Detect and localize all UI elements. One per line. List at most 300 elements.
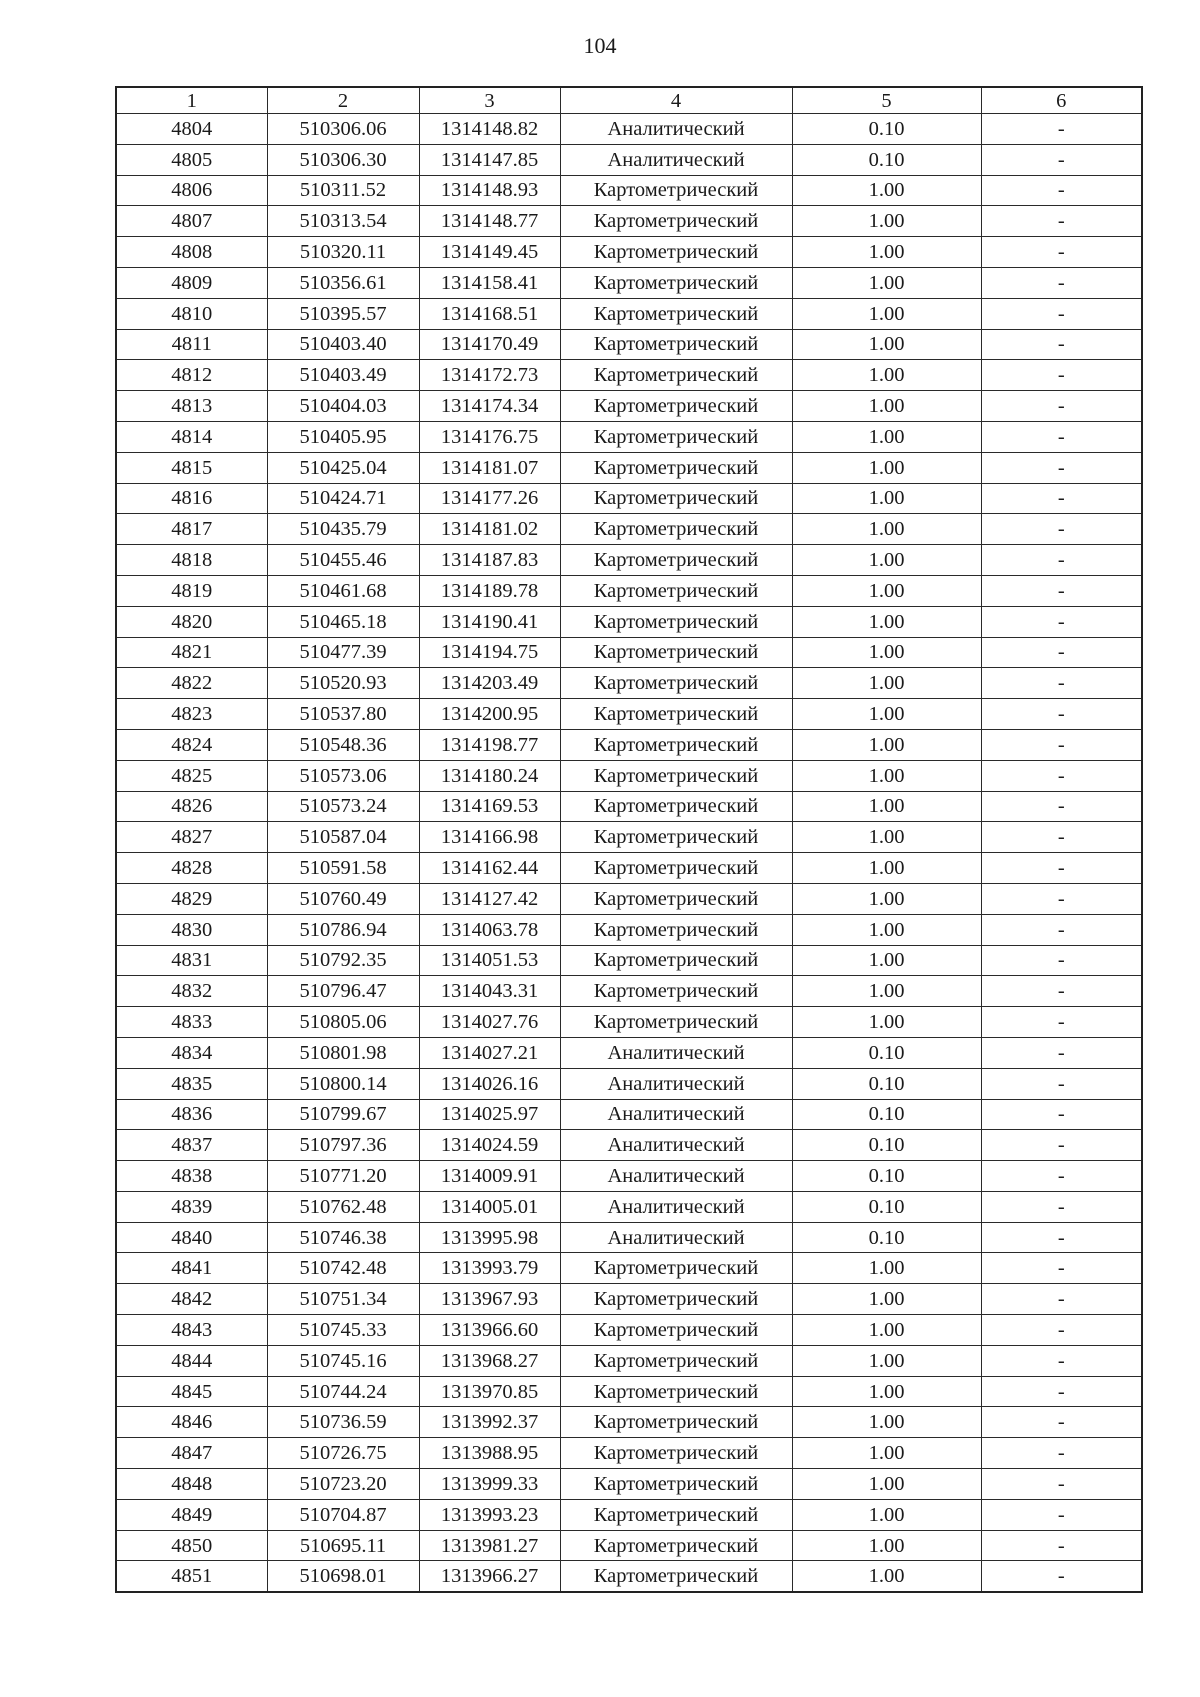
method-cell: Картометрический bbox=[560, 360, 792, 391]
method-cell: Картометрический bbox=[560, 1469, 792, 1500]
point-number-cell: 4827 bbox=[116, 822, 267, 853]
accuracy-cell: 1.00 bbox=[792, 1530, 981, 1561]
note-cell: - bbox=[981, 1315, 1142, 1346]
x-coordinate-cell: 510745.16 bbox=[267, 1345, 419, 1376]
y-coordinate-cell: 1314200.95 bbox=[419, 699, 560, 730]
x-coordinate-cell: 510320.11 bbox=[267, 237, 419, 268]
table-row bbox=[116, 1037, 1142, 1068]
method-cell: Картометрический bbox=[560, 1007, 792, 1038]
point-number-cell: 4832 bbox=[116, 976, 267, 1007]
y-coordinate-cell: 1314189.78 bbox=[419, 575, 560, 606]
table-row bbox=[116, 483, 1142, 514]
method-cell: Картометрический bbox=[560, 914, 792, 945]
method-cell: Аналитический bbox=[560, 1099, 792, 1130]
y-coordinate-cell: 1314024.59 bbox=[419, 1130, 560, 1161]
x-coordinate-cell: 510573.06 bbox=[267, 760, 419, 791]
point-number-cell: 4843 bbox=[116, 1315, 267, 1346]
point-number-cell: 4804 bbox=[116, 114, 267, 145]
point-number-cell: 4813 bbox=[116, 391, 267, 422]
accuracy-cell: 1.00 bbox=[792, 760, 981, 791]
note-cell: - bbox=[981, 883, 1142, 914]
table-row bbox=[116, 545, 1142, 576]
x-coordinate-cell: 510548.36 bbox=[267, 729, 419, 760]
point-number-cell: 4834 bbox=[116, 1037, 267, 1068]
y-coordinate-cell: 1314166.98 bbox=[419, 822, 560, 853]
y-coordinate-cell: 1314027.76 bbox=[419, 1007, 560, 1038]
table-row bbox=[116, 976, 1142, 1007]
accuracy-cell: 1.00 bbox=[792, 1007, 981, 1038]
y-coordinate-cell: 1314174.34 bbox=[419, 391, 560, 422]
table-row bbox=[116, 668, 1142, 699]
accuracy-cell: 1.00 bbox=[792, 545, 981, 576]
note-cell: - bbox=[981, 1191, 1142, 1222]
table-row bbox=[116, 853, 1142, 884]
note-cell: - bbox=[981, 514, 1142, 545]
method-cell: Аналитический bbox=[560, 144, 792, 175]
point-number-cell: 4848 bbox=[116, 1469, 267, 1500]
note-cell: - bbox=[981, 1068, 1142, 1099]
method-cell: Картометрический bbox=[560, 853, 792, 884]
note-cell: - bbox=[981, 144, 1142, 175]
accuracy-cell: 1.00 bbox=[792, 360, 981, 391]
y-coordinate-cell: 1314190.41 bbox=[419, 606, 560, 637]
note-cell: - bbox=[981, 452, 1142, 483]
x-coordinate-cell: 510404.03 bbox=[267, 391, 419, 422]
x-coordinate-cell: 510746.38 bbox=[267, 1222, 419, 1253]
point-number-cell: 4819 bbox=[116, 575, 267, 606]
point-number-cell: 4814 bbox=[116, 421, 267, 452]
table-row bbox=[116, 1130, 1142, 1161]
note-cell: - bbox=[981, 329, 1142, 360]
note-cell: - bbox=[981, 668, 1142, 699]
accuracy-cell: 1.00 bbox=[792, 945, 981, 976]
header-cell-3: 3 bbox=[419, 87, 560, 114]
x-coordinate-cell: 510403.49 bbox=[267, 360, 419, 391]
table-row bbox=[116, 391, 1142, 422]
x-coordinate-cell: 510744.24 bbox=[267, 1376, 419, 1407]
x-coordinate-cell: 510726.75 bbox=[267, 1438, 419, 1469]
y-coordinate-cell: 1314025.97 bbox=[419, 1099, 560, 1130]
x-coordinate-cell: 510587.04 bbox=[267, 822, 419, 853]
point-number-cell: 4842 bbox=[116, 1284, 267, 1315]
x-coordinate-cell: 510311.52 bbox=[267, 175, 419, 206]
method-cell: Картометрический bbox=[560, 1253, 792, 1284]
point-number-cell: 4805 bbox=[116, 144, 267, 175]
x-coordinate-cell: 510698.01 bbox=[267, 1561, 419, 1592]
table-row bbox=[116, 1099, 1142, 1130]
note-cell: - bbox=[981, 545, 1142, 576]
table-row bbox=[116, 452, 1142, 483]
accuracy-cell: 0.10 bbox=[792, 1037, 981, 1068]
note-cell: - bbox=[981, 1161, 1142, 1192]
accuracy-cell: 1.00 bbox=[792, 421, 981, 452]
point-number-cell: 4828 bbox=[116, 853, 267, 884]
table-row bbox=[116, 1007, 1142, 1038]
table-row bbox=[116, 267, 1142, 298]
note-cell: - bbox=[981, 1253, 1142, 1284]
x-coordinate-cell: 510461.68 bbox=[267, 575, 419, 606]
x-coordinate-cell: 510477.39 bbox=[267, 637, 419, 668]
method-cell: Картометрический bbox=[560, 298, 792, 329]
accuracy-cell: 1.00 bbox=[792, 1499, 981, 1530]
point-number-cell: 4837 bbox=[116, 1130, 267, 1161]
point-number-cell: 4809 bbox=[116, 267, 267, 298]
table-row bbox=[116, 1161, 1142, 1192]
note-cell: - bbox=[981, 1130, 1142, 1161]
point-number-cell: 4831 bbox=[116, 945, 267, 976]
x-coordinate-cell: 510801.98 bbox=[267, 1037, 419, 1068]
method-cell: Картометрический bbox=[560, 329, 792, 360]
point-number-cell: 4830 bbox=[116, 914, 267, 945]
accuracy-cell: 1.00 bbox=[792, 637, 981, 668]
note-cell: - bbox=[981, 976, 1142, 1007]
table-row bbox=[116, 329, 1142, 360]
table-row bbox=[116, 114, 1142, 145]
table-row bbox=[116, 1222, 1142, 1253]
table-body bbox=[116, 87, 1142, 1592]
table-row bbox=[116, 1407, 1142, 1438]
y-coordinate-cell: 1314147.85 bbox=[419, 144, 560, 175]
accuracy-cell: 0.10 bbox=[792, 1161, 981, 1192]
x-coordinate-cell: 510537.80 bbox=[267, 699, 419, 730]
accuracy-cell: 1.00 bbox=[792, 329, 981, 360]
y-coordinate-cell: 1314168.51 bbox=[419, 298, 560, 329]
accuracy-cell: 1.00 bbox=[792, 483, 981, 514]
note-cell: - bbox=[981, 1469, 1142, 1500]
note-cell: - bbox=[981, 822, 1142, 853]
x-coordinate-cell: 510424.71 bbox=[267, 483, 419, 514]
y-coordinate-cell: 1314009.91 bbox=[419, 1161, 560, 1192]
x-coordinate-cell: 510704.87 bbox=[267, 1499, 419, 1530]
method-cell: Картометрический bbox=[560, 1530, 792, 1561]
x-coordinate-cell: 510797.36 bbox=[267, 1130, 419, 1161]
x-coordinate-cell: 510405.95 bbox=[267, 421, 419, 452]
method-cell: Картометрический bbox=[560, 637, 792, 668]
method-cell: Картометрический bbox=[560, 606, 792, 637]
y-coordinate-cell: 1313992.37 bbox=[419, 1407, 560, 1438]
x-coordinate-cell: 510771.20 bbox=[267, 1161, 419, 1192]
note-cell: - bbox=[981, 637, 1142, 668]
note-cell: - bbox=[981, 853, 1142, 884]
method-cell: Картометрический bbox=[560, 760, 792, 791]
table-row bbox=[116, 637, 1142, 668]
table-row bbox=[116, 760, 1142, 791]
header-cell-6: 6 bbox=[981, 87, 1142, 114]
point-number-cell: 4851 bbox=[116, 1561, 267, 1592]
note-cell: - bbox=[981, 267, 1142, 298]
y-coordinate-cell: 1313995.98 bbox=[419, 1222, 560, 1253]
method-cell: Аналитический bbox=[560, 1068, 792, 1099]
accuracy-cell: 0.10 bbox=[792, 114, 981, 145]
note-cell: - bbox=[981, 606, 1142, 637]
table-row bbox=[116, 883, 1142, 914]
note-cell: - bbox=[981, 575, 1142, 606]
note-cell: - bbox=[981, 1222, 1142, 1253]
accuracy-cell: 1.00 bbox=[792, 1407, 981, 1438]
note-cell: - bbox=[981, 237, 1142, 268]
note-cell: - bbox=[981, 1499, 1142, 1530]
note-cell: - bbox=[981, 391, 1142, 422]
x-coordinate-cell: 510313.54 bbox=[267, 206, 419, 237]
point-number-cell: 4844 bbox=[116, 1345, 267, 1376]
table-row bbox=[116, 360, 1142, 391]
y-coordinate-cell: 1314172.73 bbox=[419, 360, 560, 391]
point-number-cell: 4829 bbox=[116, 883, 267, 914]
point-number-cell: 4811 bbox=[116, 329, 267, 360]
method-cell: Картометрический bbox=[560, 514, 792, 545]
y-coordinate-cell: 1314148.82 bbox=[419, 114, 560, 145]
x-coordinate-cell: 510760.49 bbox=[267, 883, 419, 914]
y-coordinate-cell: 1314170.49 bbox=[419, 329, 560, 360]
accuracy-cell: 1.00 bbox=[792, 1561, 981, 1592]
x-coordinate-cell: 510796.47 bbox=[267, 976, 419, 1007]
point-number-cell: 4836 bbox=[116, 1099, 267, 1130]
accuracy-cell: 1.00 bbox=[792, 822, 981, 853]
table-row bbox=[116, 1469, 1142, 1500]
table-row bbox=[116, 1438, 1142, 1469]
method-cell: Картометрический bbox=[560, 545, 792, 576]
x-coordinate-cell: 510465.18 bbox=[267, 606, 419, 637]
coordinates-table bbox=[115, 86, 1143, 1593]
y-coordinate-cell: 1314127.42 bbox=[419, 883, 560, 914]
table-row bbox=[116, 1499, 1142, 1530]
y-coordinate-cell: 1314203.49 bbox=[419, 668, 560, 699]
y-coordinate-cell: 1313993.23 bbox=[419, 1499, 560, 1530]
note-cell: - bbox=[981, 1530, 1142, 1561]
method-cell: Картометрический bbox=[560, 1284, 792, 1315]
note-cell: - bbox=[981, 760, 1142, 791]
accuracy-cell: 1.00 bbox=[792, 1253, 981, 1284]
y-coordinate-cell: 1313967.93 bbox=[419, 1284, 560, 1315]
accuracy-cell: 1.00 bbox=[792, 853, 981, 884]
point-number-cell: 4850 bbox=[116, 1530, 267, 1561]
note-cell: - bbox=[981, 360, 1142, 391]
accuracy-cell: 1.00 bbox=[792, 668, 981, 699]
accuracy-cell: 1.00 bbox=[792, 1438, 981, 1469]
point-number-cell: 4815 bbox=[116, 452, 267, 483]
y-coordinate-cell: 1313968.27 bbox=[419, 1345, 560, 1376]
point-number-cell: 4808 bbox=[116, 237, 267, 268]
method-cell: Картометрический bbox=[560, 668, 792, 699]
header-cell-1: 1 bbox=[116, 87, 267, 114]
note-cell: - bbox=[981, 699, 1142, 730]
table-row bbox=[116, 421, 1142, 452]
method-cell: Картометрический bbox=[560, 822, 792, 853]
point-number-cell: 4806 bbox=[116, 175, 267, 206]
note-cell: - bbox=[981, 1284, 1142, 1315]
accuracy-cell: 0.10 bbox=[792, 1068, 981, 1099]
accuracy-cell: 1.00 bbox=[792, 606, 981, 637]
method-cell: Картометрический bbox=[560, 1407, 792, 1438]
note-cell: - bbox=[981, 945, 1142, 976]
table-row bbox=[116, 1530, 1142, 1561]
table-row bbox=[116, 914, 1142, 945]
table-row bbox=[116, 1253, 1142, 1284]
accuracy-cell: 1.00 bbox=[792, 391, 981, 422]
page-number: 104 bbox=[583, 33, 617, 58]
table-row bbox=[116, 699, 1142, 730]
y-coordinate-cell: 1313981.27 bbox=[419, 1530, 560, 1561]
accuracy-cell: 1.00 bbox=[792, 699, 981, 730]
method-cell: Картометрический bbox=[560, 1499, 792, 1530]
note-cell: - bbox=[981, 1407, 1142, 1438]
table-row bbox=[116, 206, 1142, 237]
accuracy-cell: 1.00 bbox=[792, 1469, 981, 1500]
accuracy-cell: 1.00 bbox=[792, 976, 981, 1007]
accuracy-cell: 1.00 bbox=[792, 883, 981, 914]
method-cell: Аналитический bbox=[560, 1161, 792, 1192]
x-coordinate-cell: 510455.46 bbox=[267, 545, 419, 576]
y-coordinate-cell: 1314063.78 bbox=[419, 914, 560, 945]
accuracy-cell: 1.00 bbox=[792, 175, 981, 206]
y-coordinate-cell: 1314148.93 bbox=[419, 175, 560, 206]
y-coordinate-cell: 1314005.01 bbox=[419, 1191, 560, 1222]
y-coordinate-cell: 1313999.33 bbox=[419, 1469, 560, 1500]
method-cell: Картометрический bbox=[560, 791, 792, 822]
table-row bbox=[116, 1561, 1142, 1592]
method-cell: Картометрический bbox=[560, 575, 792, 606]
y-coordinate-cell: 1313966.60 bbox=[419, 1315, 560, 1346]
x-coordinate-cell: 510736.59 bbox=[267, 1407, 419, 1438]
note-cell: - bbox=[981, 914, 1142, 945]
y-coordinate-cell: 1313970.85 bbox=[419, 1376, 560, 1407]
table-row bbox=[116, 945, 1142, 976]
method-cell: Аналитический bbox=[560, 1222, 792, 1253]
note-cell: - bbox=[981, 729, 1142, 760]
point-number-cell: 4847 bbox=[116, 1438, 267, 1469]
point-number-cell: 4849 bbox=[116, 1499, 267, 1530]
point-number-cell: 4810 bbox=[116, 298, 267, 329]
x-coordinate-cell: 510520.93 bbox=[267, 668, 419, 699]
accuracy-cell: 0.10 bbox=[792, 1222, 981, 1253]
accuracy-cell: 1.00 bbox=[792, 298, 981, 329]
point-number-cell: 4845 bbox=[116, 1376, 267, 1407]
method-cell: Картометрический bbox=[560, 945, 792, 976]
point-number-cell: 4818 bbox=[116, 545, 267, 576]
y-coordinate-cell: 1314051.53 bbox=[419, 945, 560, 976]
table-row bbox=[116, 237, 1142, 268]
note-cell: - bbox=[981, 1438, 1142, 1469]
y-coordinate-cell: 1314158.41 bbox=[419, 267, 560, 298]
x-coordinate-cell: 510800.14 bbox=[267, 1068, 419, 1099]
y-coordinate-cell: 1314149.45 bbox=[419, 237, 560, 268]
method-cell: Картометрический bbox=[560, 391, 792, 422]
x-coordinate-cell: 510762.48 bbox=[267, 1191, 419, 1222]
accuracy-cell: 1.00 bbox=[792, 206, 981, 237]
table-row bbox=[116, 1191, 1142, 1222]
y-coordinate-cell: 1314181.07 bbox=[419, 452, 560, 483]
accuracy-cell: 0.10 bbox=[792, 144, 981, 175]
method-cell: Картометрический bbox=[560, 976, 792, 1007]
method-cell: Картометрический bbox=[560, 699, 792, 730]
point-number-cell: 4824 bbox=[116, 729, 267, 760]
note-cell: - bbox=[981, 1007, 1142, 1038]
x-coordinate-cell: 510723.20 bbox=[267, 1469, 419, 1500]
note-cell: - bbox=[981, 1037, 1142, 1068]
method-cell: Картометрический bbox=[560, 267, 792, 298]
point-number-cell: 4817 bbox=[116, 514, 267, 545]
y-coordinate-cell: 1313993.79 bbox=[419, 1253, 560, 1284]
header-cell-5: 5 bbox=[792, 87, 981, 114]
accuracy-cell: 1.00 bbox=[792, 914, 981, 945]
table-row bbox=[116, 1068, 1142, 1099]
y-coordinate-cell: 1314181.02 bbox=[419, 514, 560, 545]
note-cell: - bbox=[981, 1376, 1142, 1407]
y-coordinate-cell: 1314162.44 bbox=[419, 853, 560, 884]
table-row bbox=[116, 729, 1142, 760]
table-row bbox=[116, 791, 1142, 822]
method-cell: Картометрический bbox=[560, 206, 792, 237]
point-number-cell: 4826 bbox=[116, 791, 267, 822]
table-row bbox=[116, 575, 1142, 606]
x-coordinate-cell: 510306.30 bbox=[267, 144, 419, 175]
x-coordinate-cell: 510786.94 bbox=[267, 914, 419, 945]
accuracy-cell: 1.00 bbox=[792, 237, 981, 268]
table-row bbox=[116, 175, 1142, 206]
note-cell: - bbox=[981, 421, 1142, 452]
x-coordinate-cell: 510742.48 bbox=[267, 1253, 419, 1284]
x-coordinate-cell: 510591.58 bbox=[267, 853, 419, 884]
table-row bbox=[116, 1345, 1142, 1376]
accuracy-cell: 0.10 bbox=[792, 1191, 981, 1222]
note-cell: - bbox=[981, 483, 1142, 514]
note-cell: - bbox=[981, 1099, 1142, 1130]
point-number-cell: 4820 bbox=[116, 606, 267, 637]
table-row bbox=[116, 822, 1142, 853]
accuracy-cell: 1.00 bbox=[792, 1345, 981, 1376]
method-cell: Аналитический bbox=[560, 114, 792, 145]
accuracy-cell: 0.10 bbox=[792, 1130, 981, 1161]
table-row bbox=[116, 1284, 1142, 1315]
y-coordinate-cell: 1314043.31 bbox=[419, 976, 560, 1007]
y-coordinate-cell: 1314169.53 bbox=[419, 791, 560, 822]
method-cell: Картометрический bbox=[560, 729, 792, 760]
y-coordinate-cell: 1314027.21 bbox=[419, 1037, 560, 1068]
note-cell: - bbox=[981, 114, 1142, 145]
method-cell: Картометрический bbox=[560, 1345, 792, 1376]
point-number-cell: 4823 bbox=[116, 699, 267, 730]
method-cell: Картометрический bbox=[560, 237, 792, 268]
note-cell: - bbox=[981, 1561, 1142, 1592]
y-coordinate-cell: 1314177.26 bbox=[419, 483, 560, 514]
accuracy-cell: 1.00 bbox=[792, 1376, 981, 1407]
note-cell: - bbox=[981, 175, 1142, 206]
point-number-cell: 4833 bbox=[116, 1007, 267, 1038]
method-cell: Картометрический bbox=[560, 483, 792, 514]
table-row bbox=[116, 1376, 1142, 1407]
method-cell: Картометрический bbox=[560, 883, 792, 914]
y-coordinate-cell: 1314198.77 bbox=[419, 729, 560, 760]
accuracy-cell: 1.00 bbox=[792, 267, 981, 298]
x-coordinate-cell: 510792.35 bbox=[267, 945, 419, 976]
y-coordinate-cell: 1313988.95 bbox=[419, 1438, 560, 1469]
point-number-cell: 4838 bbox=[116, 1161, 267, 1192]
x-coordinate-cell: 510805.06 bbox=[267, 1007, 419, 1038]
table-header-row bbox=[116, 87, 1142, 114]
note-cell: - bbox=[981, 1345, 1142, 1376]
point-number-cell: 4841 bbox=[116, 1253, 267, 1284]
point-number-cell: 4821 bbox=[116, 637, 267, 668]
y-coordinate-cell: 1314148.77 bbox=[419, 206, 560, 237]
y-coordinate-cell: 1314026.16 bbox=[419, 1068, 560, 1099]
table-row bbox=[116, 1315, 1142, 1346]
accuracy-cell: 1.00 bbox=[792, 514, 981, 545]
y-coordinate-cell: 1313966.27 bbox=[419, 1561, 560, 1592]
method-cell: Картометрический bbox=[560, 1438, 792, 1469]
accuracy-cell: 1.00 bbox=[792, 791, 981, 822]
method-cell: Картометрический bbox=[560, 1315, 792, 1346]
accuracy-cell: 1.00 bbox=[792, 575, 981, 606]
